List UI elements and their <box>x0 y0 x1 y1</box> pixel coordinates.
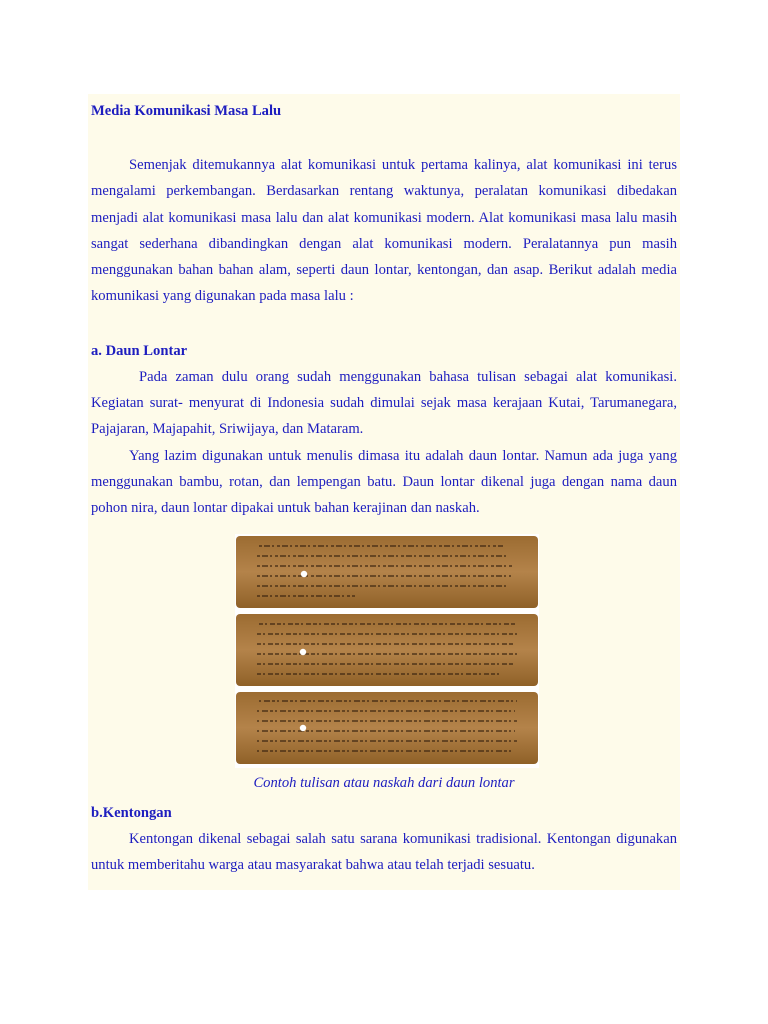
intro-paragraph: Semenjak ditemukannya alat komunikasi untuk pertama kalinya, alat komunikasi ini terus mengalami perkembangan. Berdasarkan rentang waktunya, peralatan komunikasi dibedakan menjadi alat komunikasi masa lalu dan alat komunikasi modern. Alat komunikasi masa lalu masih sangat sederhana dibandingkan dengan alat komunikasi modern. Peralatannya pun masih menggunakan bahan bahan alam, seperti daun lontar, kentongan, dan asap. Berikut adalah media komunikasi yang digunakan pada masa lalu : <box>91 157 677 305</box>
section-a-paragraph-2: Yang lazim digunakan untuk menulis dimasa itu adalah daun lontar. Namun ada juga yang menggunakan bambu, rotan, dan lempengan batu. Daun lontar dikenal juga dengan nama daun pohon nira, daun lontar dipakai untuk bahan kerajinan dan naskah. <box>91 447 677 517</box>
document-page <box>88 94 680 890</box>
section-b-heading: b.Kentongan <box>91 804 172 821</box>
lontar-leaf-1 <box>236 536 538 608</box>
section-a-heading: a. Daun Lontar <box>91 342 188 359</box>
section-b-paragraph-1: Kentongan dikenal sebagai salah satu sarana komunikasi tradisional. Kentongan digunakan untuk memberitahu warga atau masyarakat bahwa atau telah terjadi sesuatu. <box>91 830 677 873</box>
lontar-leaf-3 <box>236 692 538 764</box>
lontar-manuscript-image <box>235 534 539 768</box>
lontar-leaf-2 <box>236 614 538 686</box>
page-title: Media Komunikasi Masa Lalu <box>91 103 282 119</box>
section-a-paragraph-1: Pada zaman dulu orang sudah menggunakan bahasa tulisan sebagai alat komunikasi. Kegiatan surat- menyurat di Indonesia sudah dimulai sejak masa kerajaan Kutai, Tarumanegara, Pajajaran, Majapahit, Sriwijaya, dan Mataram. <box>91 368 677 438</box>
figure-caption: Contoh tulisan atau naskah dari daun lontar <box>253 774 515 791</box>
document-content <box>91 98 677 878</box>
lontar-figure <box>91 534 677 800</box>
